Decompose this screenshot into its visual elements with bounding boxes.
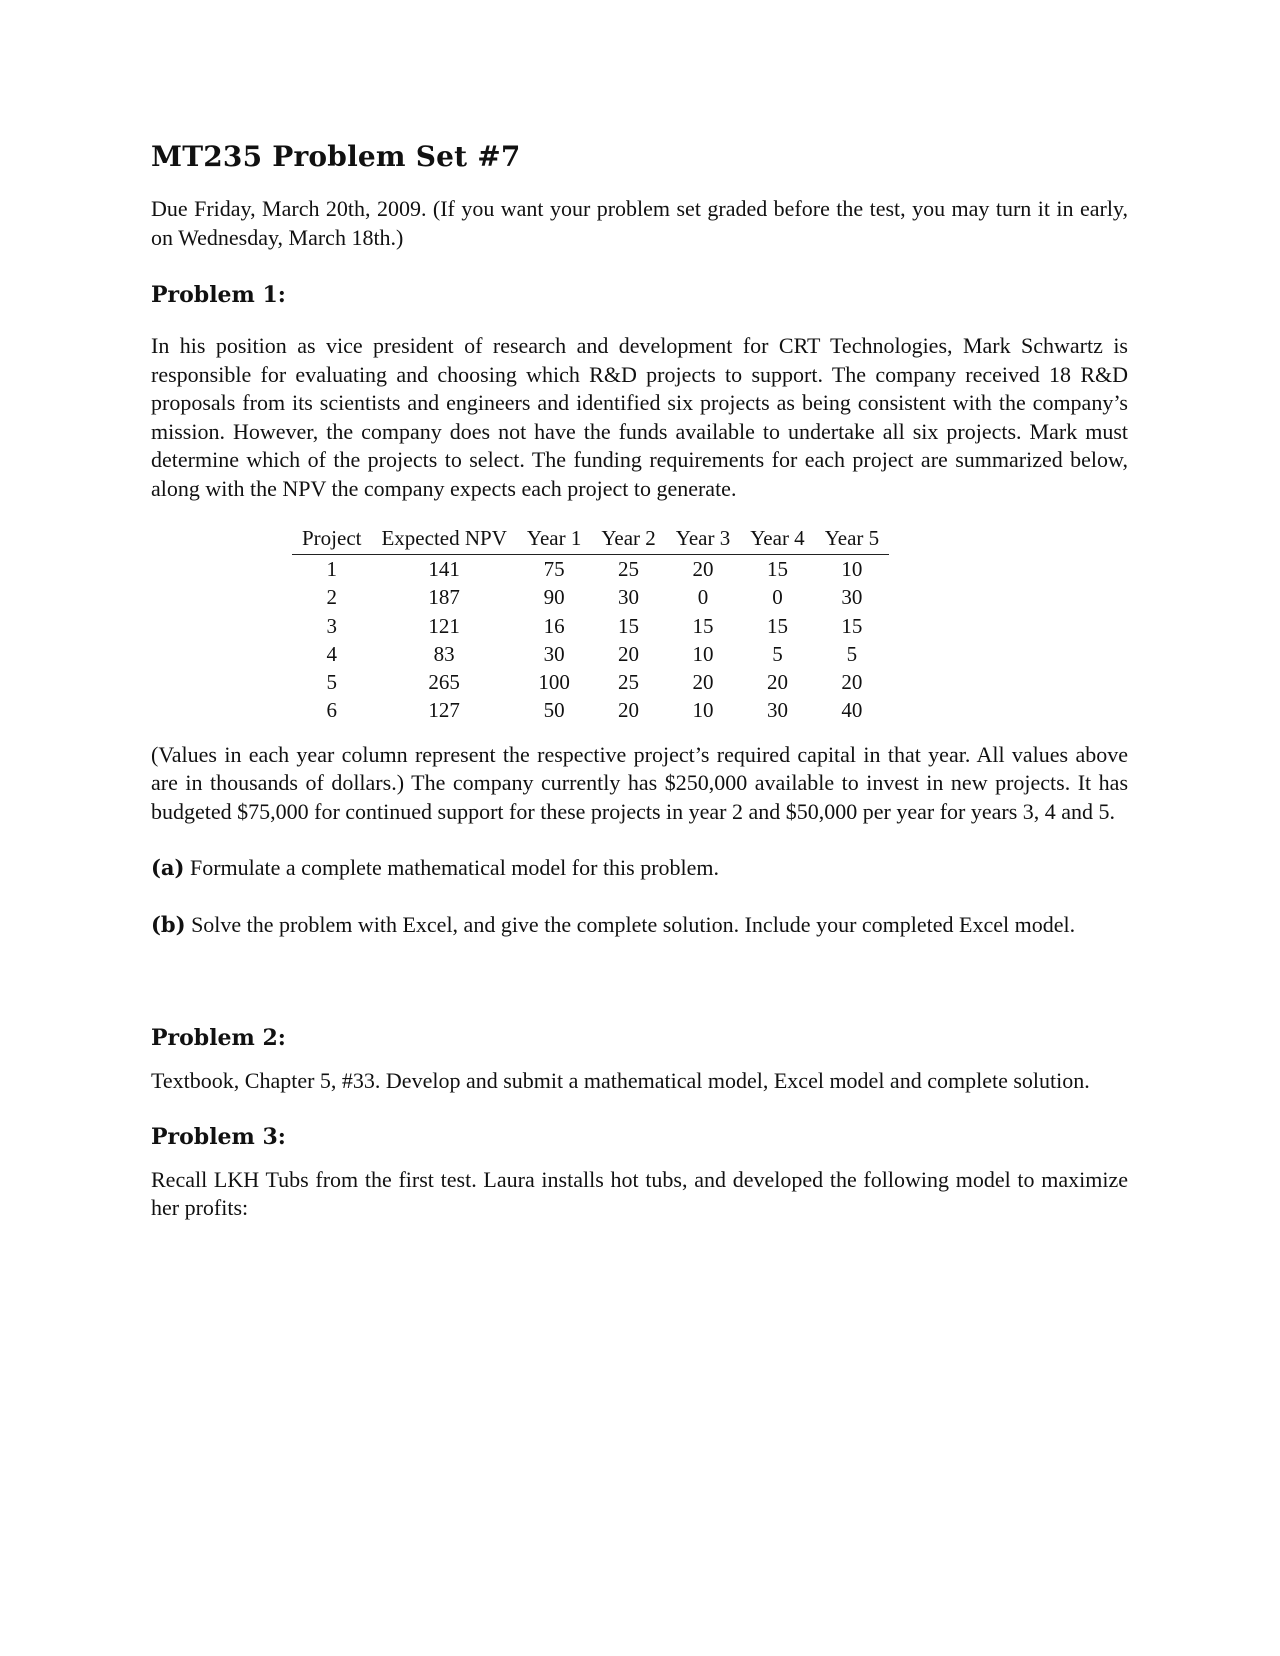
table-cell: 127 <box>428 698 460 723</box>
table-row <box>292 612 889 640</box>
table-cell: 10 <box>841 557 863 581</box>
table-cell: 5 <box>326 670 337 695</box>
part-b-text: Solve the problem with Excel, and give the complete solution. Include your completed Excel model. <box>185 911 1076 937</box>
table-cell: 265 <box>428 670 460 695</box>
table-row <box>292 555 889 584</box>
column-header: Year 4 <box>740 525 814 555</box>
table-cell: 16 <box>543 613 565 638</box>
table-header-row <box>292 525 889 555</box>
problem-3-text: Recall LKH Tubs from the first test. Laura installs hot tubs, and developed the following model to maximize her profits: <box>151 1166 1128 1221</box>
table-cell: 25 <box>618 670 640 695</box>
table-cell: 0 <box>697 585 709 610</box>
table-cell: 15 <box>618 613 640 638</box>
table-cell: 30 <box>841 585 863 610</box>
table-row <box>292 583 889 611</box>
table-cell: 30 <box>766 698 788 723</box>
funding-table-wrapper <box>292 525 1128 725</box>
table-cell: 15 <box>692 613 714 638</box>
column-header: Year 2 <box>591 525 665 555</box>
problem-1-text: In his position as vice president of research and development for CRT Technologies, Mark Schwartz is responsible for evaluating and choosing which R&D projects to support. The company received 18 R&D proposals from its scientists and engineers and identified six projects as being consistent with the company’s mission. However, the company does not have the funds available to undertake all six projects. Mark must determine which of the projects to select. The funding requirements for each project are summarized below, along with the NPV the company expects each project to generate. <box>151 333 1128 501</box>
table-row <box>292 668 889 696</box>
column-header: Year 3 <box>666 525 740 555</box>
column-header: Expected NPV <box>371 525 516 555</box>
table-cell: 187 <box>428 585 460 610</box>
table-cell: 20 <box>692 670 714 695</box>
column-header: Year 1 <box>517 525 591 555</box>
table-cell: 4 <box>326 641 337 666</box>
table-cell: 5 <box>772 641 783 666</box>
table-cell: 0 <box>772 585 783 610</box>
problem-3-heading: Problem 3: <box>151 1123 286 1150</box>
values-note-text: (Values in each year column represent the respective project’s required capital in that year. All values above are in thousands of dollars.) The company currently has $250,000 available to invest in new projects. It has budgeted $75,000 for continued support for these projects in year 2 and $50,000 per year for years 3, 4 and 5. <box>151 741 1128 824</box>
table-cell: 30 <box>543 641 565 666</box>
table-cell: 83 <box>433 641 455 666</box>
table-cell: 50 <box>543 698 565 723</box>
problem-1-heading: Problem 1: <box>151 282 286 308</box>
column-header: Year 5 <box>815 525 889 555</box>
table-cell: 15 <box>766 557 788 581</box>
table-cell: 25 <box>618 557 640 581</box>
problem-2-heading: Problem 2: <box>151 1025 286 1052</box>
table-cell: 20 <box>766 670 788 695</box>
part-a <box>151 854 1128 883</box>
table-cell: 141 <box>428 557 460 581</box>
table-cell: 75 <box>543 557 565 581</box>
table-cell: 2 <box>326 585 337 610</box>
problem-2-text: Textbook, Chapter 5, #33. Develop and submit a mathematical model, Excel model and complete solution. <box>151 1068 1090 1094</box>
part-b <box>151 911 1128 940</box>
table-cell: 5 <box>846 641 858 666</box>
table-cell: 15 <box>766 613 788 638</box>
table-cell: 3 <box>326 613 337 638</box>
table-cell: 1 <box>326 557 337 581</box>
page-title: MT235 Problem Set #7 <box>151 140 521 173</box>
table-cell: 90 <box>543 585 565 610</box>
table-cell: 15 <box>841 613 863 638</box>
table-row <box>292 640 889 668</box>
table-cell: 20 <box>841 670 863 695</box>
part-a-label: (a) <box>151 855 185 881</box>
table-cell: 100 <box>538 670 570 695</box>
table-row <box>292 696 889 724</box>
table-cell: 10 <box>692 698 714 723</box>
table-cell: 20 <box>618 698 640 723</box>
funding-table <box>292 525 889 725</box>
table-cell: 30 <box>618 585 640 610</box>
column-header: Project <box>292 525 371 555</box>
due-date-text: Due Friday, March 20th, 2009. (If you want your problem set graded before the test, you may turn it in early, on Wednesday, March 18th.) <box>151 196 1128 250</box>
table-cell: 10 <box>692 641 714 666</box>
table-cell: 40 <box>841 698 863 723</box>
part-b-label: (b) <box>151 911 186 937</box>
document-page <box>151 140 1128 1223</box>
part-a-text: Formulate a complete mathematical model for this problem. <box>184 855 720 881</box>
table-cell: 20 <box>692 557 714 581</box>
table-cell: 121 <box>428 613 460 638</box>
table-cell: 20 <box>618 641 640 666</box>
table-cell: 6 <box>326 698 337 723</box>
